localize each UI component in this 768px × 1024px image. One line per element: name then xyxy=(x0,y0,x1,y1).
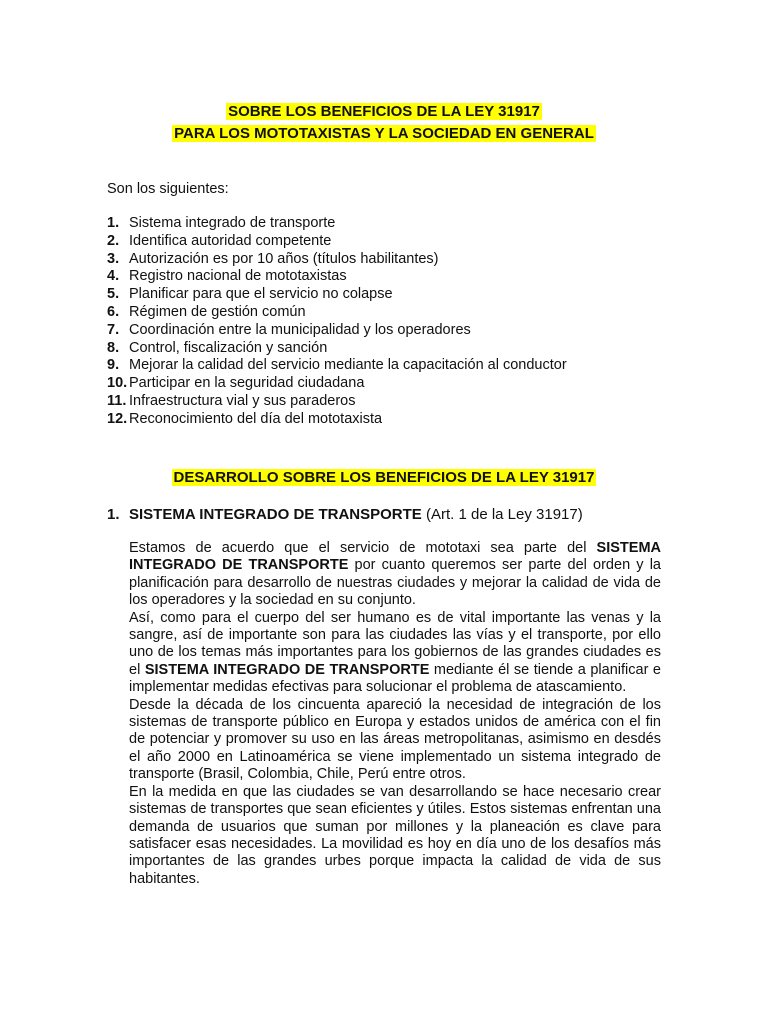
benefit-number: 5. xyxy=(107,286,120,303)
benefit-item xyxy=(107,322,567,340)
benefit-text: Planificar para que el servicio no colapse xyxy=(129,286,393,303)
benefit-text: Identifica autoridad competente xyxy=(129,232,332,249)
paragraph-2-text-c: mediante él se tiende a planificar e implementar medidas efectivas para solucionar el problema de atascamiento. xyxy=(129,661,661,696)
section-1-reference: (Art. 1 de la Ley 31917) xyxy=(421,506,583,523)
benefit-number: 1. xyxy=(107,215,120,231)
benefit-number: 8. xyxy=(107,339,120,356)
benefit-number: 2. xyxy=(107,232,120,249)
benefit-text: Sistema integrado de transporte xyxy=(129,215,336,231)
benefit-number: 3. xyxy=(107,250,120,267)
benefit-number: 6. xyxy=(107,303,120,320)
benefit-text: Autorización es por 10 años (títulos habilitantes) xyxy=(129,250,439,267)
benefit-text: Control, fiscalización y sanción xyxy=(129,339,328,356)
heading-line-2 xyxy=(0,124,768,144)
section-1-name: SISTEMA INTEGRADO DE TRANSPORTE xyxy=(129,506,422,523)
paragraph-2-bold: SISTEMA INTEGRADO DE TRANSPORTE xyxy=(144,661,430,678)
benefits-list xyxy=(107,215,567,429)
benefit-number: 7. xyxy=(107,321,120,338)
benefit-item xyxy=(107,268,567,286)
paragraph-1-text-c: por cuanto queremos ser parte del orden y la planificación para desarrollo de nuestras ciudades y mejorar la calidad de vida de los operadores y la sociedad en su conjunto. xyxy=(129,557,661,609)
section-1-body xyxy=(129,540,661,888)
benefit-text: Régimen de gestión común xyxy=(129,303,306,320)
benefit-item xyxy=(107,357,567,375)
intro-text: Son los siguientes: xyxy=(107,181,229,197)
benefit-number: 10. xyxy=(107,375,128,392)
paragraph-2-text-a: Así, como para el cuerpo del ser humano es de vital importante las venas y la sangre, así de importante son para las ciudades las vías y el transporte, por ello uno de los temas más importantes para los gobiernos de las grandes ciudades es el xyxy=(129,609,661,678)
benefit-text: Infraestructura vial y sus paraderos xyxy=(129,392,356,409)
development-heading xyxy=(0,468,768,488)
benefit-item xyxy=(107,215,567,233)
benefit-item xyxy=(107,251,567,269)
section-1-number: 1. xyxy=(107,506,120,523)
benefit-number: 11. xyxy=(107,392,127,409)
benefit-item xyxy=(107,411,567,429)
benefit-item xyxy=(107,233,567,251)
benefit-number: 12. xyxy=(107,410,128,427)
benefit-text: Participar en la seguridad ciudadana xyxy=(129,375,365,392)
paragraph-3: Desde la década de los cincuenta apareció la necesidad de integración de los sistemas de transporte público en Europa y estados unidos de américa con el fin de potenciar y promover su uso en las áreas metropolitanas, asimismo en desdés el año 2000 en Latinoamérica se viene implementado un sistema integrado de transporte (Brasil, Colombia, Chile, Perú entre otros. xyxy=(129,696,661,783)
paragraph-1 xyxy=(129,540,661,610)
paragraph-2 xyxy=(129,610,661,697)
paragraph-4: En la medida en que las ciudades se van desarrollando se hace necesario crear sistemas de transportes que sean eficientes y útiles. Estos sistemas enfrentan una demanda de usuarios que suman por millones y la planeación es clave para satisfacer esas necesidades. La movilidad es hoy en día uno de los desafíos más importantes de las grandes urbes porque impacta la calidad de vida de sus habitantes. xyxy=(129,783,661,887)
section-1-title xyxy=(107,505,583,525)
benefit-text: Coordinación entre la municipalidad y los operadores xyxy=(129,321,471,338)
benefit-item xyxy=(107,393,567,411)
paragraph-1-bold: SISTEMA INTEGRADO DE TRANSPORTE xyxy=(129,540,661,574)
benefit-item xyxy=(107,286,567,304)
benefit-item xyxy=(107,340,567,358)
benefit-number: 9. xyxy=(107,357,120,374)
heading-line-2-text: PARA LOS MOTOTAXISTAS Y LA SOCIEDAD EN GENERAL xyxy=(174,125,594,142)
benefit-number: 4. xyxy=(107,268,120,285)
paragraph-1-text-a: Estamos de acuerdo que el servicio de mototaxi sea parte del xyxy=(129,540,597,556)
benefit-text: Mejorar la calidad del servicio mediante la capacitación al conductor xyxy=(129,357,567,374)
benefit-item xyxy=(107,304,567,322)
benefit-text: Reconocimiento del día del mototaxista xyxy=(129,410,383,427)
development-heading-text: DESARROLLO SOBRE LOS BENEFICIOS DE LA LEY 31917 xyxy=(173,469,595,486)
benefit-text: Registro nacional de mototaxistas xyxy=(129,268,347,285)
benefit-item xyxy=(107,375,567,393)
heading-line-1 xyxy=(0,102,768,122)
heading-line-1-text: SOBRE LOS BENEFICIOS DE LA LEY 31917 xyxy=(228,103,540,120)
